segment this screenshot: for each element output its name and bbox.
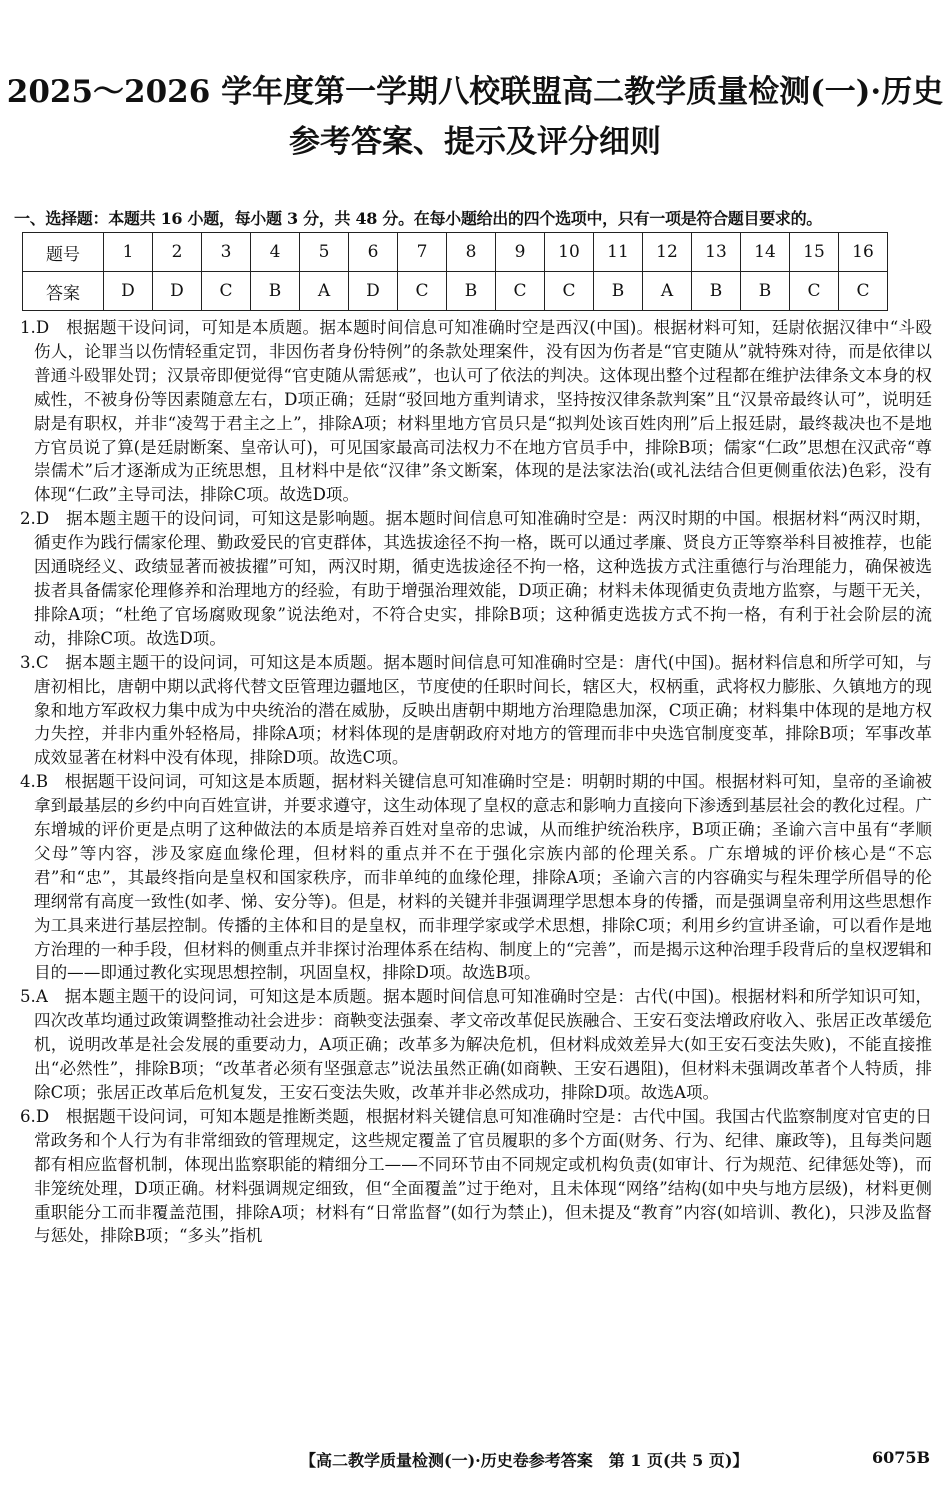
explanation-item: 4.B 根据题干设问词，可知这是本质题，据材料关键信息可知准确时空是：明朝时期的中国。根据材料可知，皇帝的圣谕被拿到最基层的乡约中向百姓宣讲，并要求遵守，这生动体现了皇权的意志和影响力直接向下渗透到基层社会的教化过程。广东增城的评价更是点明了这种做法的本质是培养百姓对皇帝的忠诚，从而维护统治秩序，B项正确；圣谕六言中虽有“孝顺父母”等内容，涉及家庭血缘伦理，但材料的重点并不在于强化宗族内部的伦理关系。广东增城的评价核心是“不忘君”和“忠”，其最终指向是皇权和国家秩序，而非单纯的血缘伦理，排除A项；圣谕六言的内容确实与程朱理学所倡导的伦理纲常有高度一致性(如孝、悌、安分等)。但是，材料的关键并非强调理学思想本身的传播，而是强调皇帝利用这些思想作为工具来进行基层控制。传播的主体和目的是皇权，而非理学家或学术思想，排除C项；利用乡约宣讲圣谕，可以看作是地方治理的一种手段，但材料的侧重点并非探讨治理体系在结构、制度上的“完善”，而是揭示这种治理手段背后的皇权逻辑和目的——即通过教化实现思想控制，巩固皇权，排除D项。故选B项。 (20, 772, 932, 983)
answer-cell: C (496, 272, 545, 311)
explanation-item: 1.D 根据题干设问词，可知是本质题。据本题时间信息可知准确时空是西汉(中国)。根据材料可知，廷尉依据汉律中“斗殴伤人，论罪当以伤情轻重定罚，非因伤者身份特例”的条款处理案件，没有因为伤者是“官吏随从”就特殊对待，而是依律以普通斗殴罪处罚；汉景帝即便觉得“官吏随从需惩戒”，也认可了依法的判决。这体现出整个过程都在维护法律条文本身的权威性，不被身份等因素随意左右，D项正确；廷尉“驳回地方重判请求，坚持按汉律条款判案”且“汉景帝最终认可”，说明廷尉是有职权，并非“凌驾于君主之上”，排除A项；材料里地方官员只是“拟判处该百姓肉刑”后上报廷尉，最终裁决也不是地方官员说了算(是廷尉断案、皇帝认可)，可见国家最高司法权力不在地方官员手中，排除B项；儒家“仁政”思想在汉武帝“尊崇儒术”后才逐渐成为正统思想，且材料中是依“汉律”条文断案，体现的是法家法治(或礼法结合但更侧重依法)色彩，没有体现“仁政”主导司法，排除C项。故选D项。 (20, 318, 932, 505)
answer-cell: C (839, 272, 888, 311)
question-cell: 13 (692, 233, 741, 272)
answer-cell: B (594, 272, 643, 311)
answer-cell: C (790, 272, 839, 311)
question-cell: 4 (251, 233, 300, 272)
explanation-list (20, 316, 932, 1248)
question-cell: 6 (349, 233, 398, 272)
answer-table (22, 232, 888, 311)
answer-cell: C (545, 272, 594, 311)
answer-row (23, 272, 888, 311)
explanation-item: 2.D 据本题主题干的设问词，可知这是影响题。据本题时间信息可知准确时空是：两汉时期的中国。根据材料“两汉时期，循吏作为践行儒家伦理、勤政爱民的官吏群体，其选拔途径不拘一格，既可以通过孝廉、贤良方正等察举科目被推荐，也能因通晓经义、政绩显著而被拔擢”可知，两汉时期，循吏选拔途径不拘一格，这种选拔方式注重德行与治理能力，确保被选拔者具备儒家伦理修养和治理地方的经验，有助于增强治理效能，D项正确；材料未体现循吏负责地方监察，与题干无关，排除A项；“杜绝了官场腐败现象”说法绝对，不符合史实，排除B项；这种循吏选拔方式不拘一格，有利于社会阶层的流动，排除C项。故选D项。 (20, 509, 932, 648)
answer-cell: B (251, 272, 300, 311)
answer-cell: D (104, 272, 153, 311)
answer-cell: A (643, 272, 692, 311)
question-cell: 15 (790, 233, 839, 272)
question-cell: 8 (447, 233, 496, 272)
question-cell: 3 (202, 233, 251, 272)
question-cell: 11 (594, 233, 643, 272)
explanation-item: 3.C 据本题主题干的设问词，可知这是本质题。据本题时间信息可知准确时空是：唐代(中国)。据材料信息和所学可知，与唐初相比，唐朝中期以武将代替文臣管理边疆地区，节度使的任职时间长，辖区大，权柄重，武将权力膨胀、久镇地方的现象和地方军政权力集中成为中央统治的潜在威胁，反映出唐朝中期地方治理隐患加深，C项正确；材料集中体现的是地方权力失控，并非内重外轻格局，排除A项；材料体现的是唐朝政府对地方的管理而非中央选官制度变革，排除B项；军事改革成效显著在材料中没有体现，排除D项。故选C项。 (20, 652, 932, 768)
answer-cell: B (692, 272, 741, 311)
answer-cell: D (349, 272, 398, 311)
answer-cell: B (741, 272, 790, 311)
answer-cell: B (447, 272, 496, 311)
question-cell: 16 (839, 233, 888, 272)
answer-cell: C (398, 272, 447, 311)
question-cell: 10 (545, 233, 594, 272)
question-cell: 7 (398, 233, 447, 272)
row-label-question: 题号 (23, 233, 104, 272)
question-cell: 5 (300, 233, 349, 272)
question-cell: 1 (104, 233, 153, 272)
footer-code: 6075B (871, 1448, 930, 1467)
row-label-answer: 答案 (23, 272, 104, 311)
explanation-item: 5.A 据本题主题干的设问词，可知这是本质题。据本题时间信息可知准确时空是：古代(中国)。根据材料和所学知识可知，四次改革均通过政策调整推动社会进步：商鞅变法强秦、孝文帝改革促民族融合、王安石变法增政府收入、张居正改革缓危机，说明改革是社会发展的重要动力，A项正确；改革多为解决危机，但材料成效差异大(如王安石变法失败)，不能直接推出“必然性”，排除B项；“改革者必须有坚强意志”说法虽然正确(如商鞅、王安石遇阻)，但材料未强调改革者个人特质，排除C项；张居正改革后危机复发，王安石变法失败，改革并非必然成功，排除D项。故选A项。 (20, 987, 932, 1102)
question-cell: 14 (741, 233, 790, 272)
question-cell: 9 (496, 233, 545, 272)
explanation-item: 6.D 根据题干设问词，可知本题是推断类题，根据材料关键信息可知准确时空是：古代中国。我国古代监察制度对官吏的日常政务和个人行为有非常细致的管理规定，这些规定覆盖了官员履职的多个方面(财务、行为、纪律、廉政等)，且每类问题都有相应监督机制，体现出监察职能的精细分工——不同环节由不同规定或机构负责(如审计、行为规范、纪律惩处等)，而非笼统处理，D项正确。材料强调规定细致，但“全面覆盖”过于绝对，且未体现“网络”结构(如中央与地方层级)，材料更侧重职能分工而非覆盖范围，排除A项；材料有“日常监督”(如行为禁止)，但未提及“教育”内容(如培训、教化)，只涉及监督与惩处，排除B项；“多头”指机 (20, 1106, 932, 1246)
page-subtitle: 参考答案、提示及评分细则 (289, 124, 661, 160)
answer-cell: C (202, 272, 251, 311)
answer-cell: A (300, 272, 349, 311)
question-row (23, 233, 888, 272)
footer-page-info: 【高二教学质量检测(一)·历史卷参考答案 第 1 页(共 5 页)】 (300, 1451, 749, 1470)
question-cell: 2 (153, 233, 202, 272)
section-heading: 一、选择题：本题共 16 小题，每小题 3 分，共 48 分。在每小题给出的四个选项中，只有一项是符合题目要求的。 (14, 209, 822, 228)
answer-cell: D (153, 272, 202, 311)
question-cell: 12 (643, 233, 692, 272)
page-title: 2025～2026 学年度第一学期八校联盟高二教学质量检测(一)·历史 (6, 74, 944, 110)
